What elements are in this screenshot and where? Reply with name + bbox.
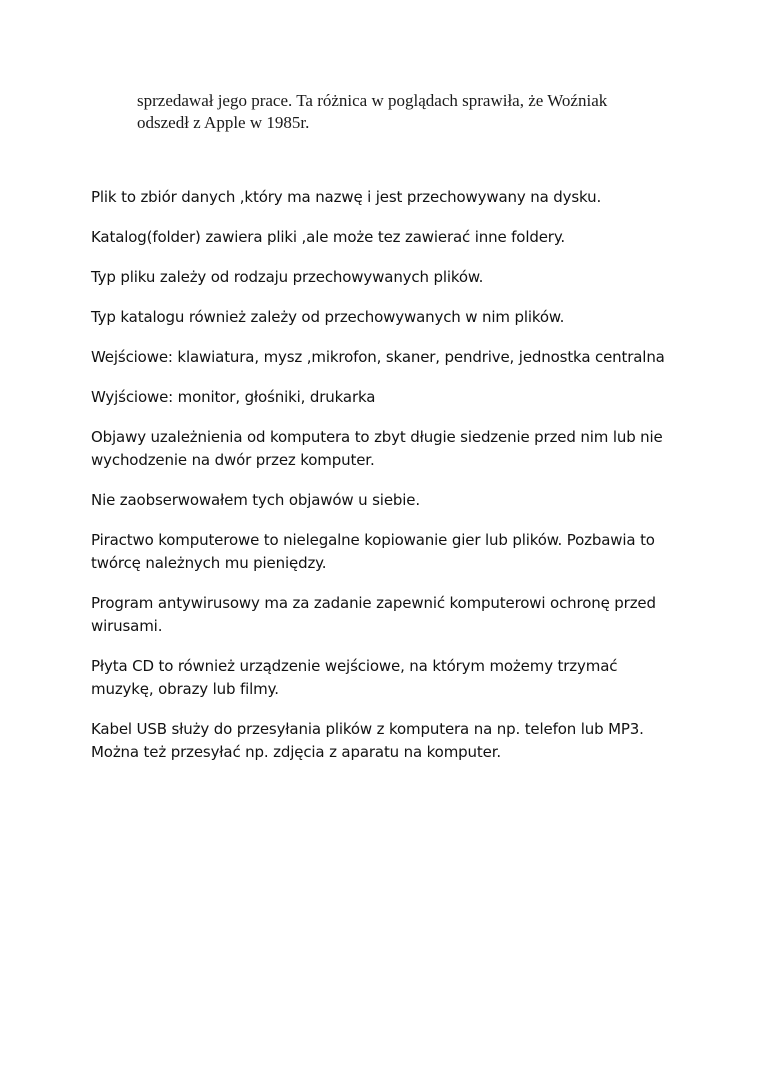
document-body [91,186,681,781]
quoted-excerpt [137,90,657,134]
paragraph-antivirus: Program antywirusowy ma za zadanie zapewnić komputerowi ochronę przed wirusami. [91,594,656,635]
quote-line: sprzedawał jego prace. Ta różnica w poglądach sprawiła, że Woźniak [137,91,608,110]
paragraph-file-definition: Plik to zbiór danych ,który ma nazwę i jest przechowywany na dysku. [91,188,602,206]
paragraph-output-devices: Wyjściowe: monitor, głośniki, drukarka [91,388,376,406]
paragraph-cd: Płyta CD to również urządzenie wejściowe, na którym możemy trzymać muzykę, obrazy lub filmy. [91,657,618,698]
paragraph-file-type: Typ pliku zależy od rodzaju przechowywanych plików. [91,268,484,286]
paragraph-folder-definition: Katalog(folder) zawiera pliki ,ale może tez zawierać inne foldery. [91,228,566,246]
paragraph-folder-type: Typ katalogu również zależy od przechowywanych w nim plików. [91,308,565,326]
paragraph-self-observation: Nie zaobserwowałem tych objawów u siebie. [91,491,420,509]
paragraph-piracy: Piractwo komputerowe to nielegalne kopiowanie gier lub plików. Pozbawia to twórcę należnych mu pieniędzy. [91,531,655,572]
quote-line: odszedł z Apple w 1985r. [137,113,310,132]
paragraph-usb-cable: Kabel USB służy do przesyłania plików z komputera na np. telefon lub MP3. Można też przesyłać np. zdjęcia z aparatu na komputer. [91,720,644,761]
paragraph-addiction-symptoms: Objawy uzależnienia od komputera to zbyt długie siedzenie przed nim lub nie wychodzenie na dwór przez komputer. [91,428,663,469]
paragraph-input-devices: Wejściowe: klawiatura, mysz ,mikrofon, skaner, pendrive, jednostka centralna [91,348,665,366]
